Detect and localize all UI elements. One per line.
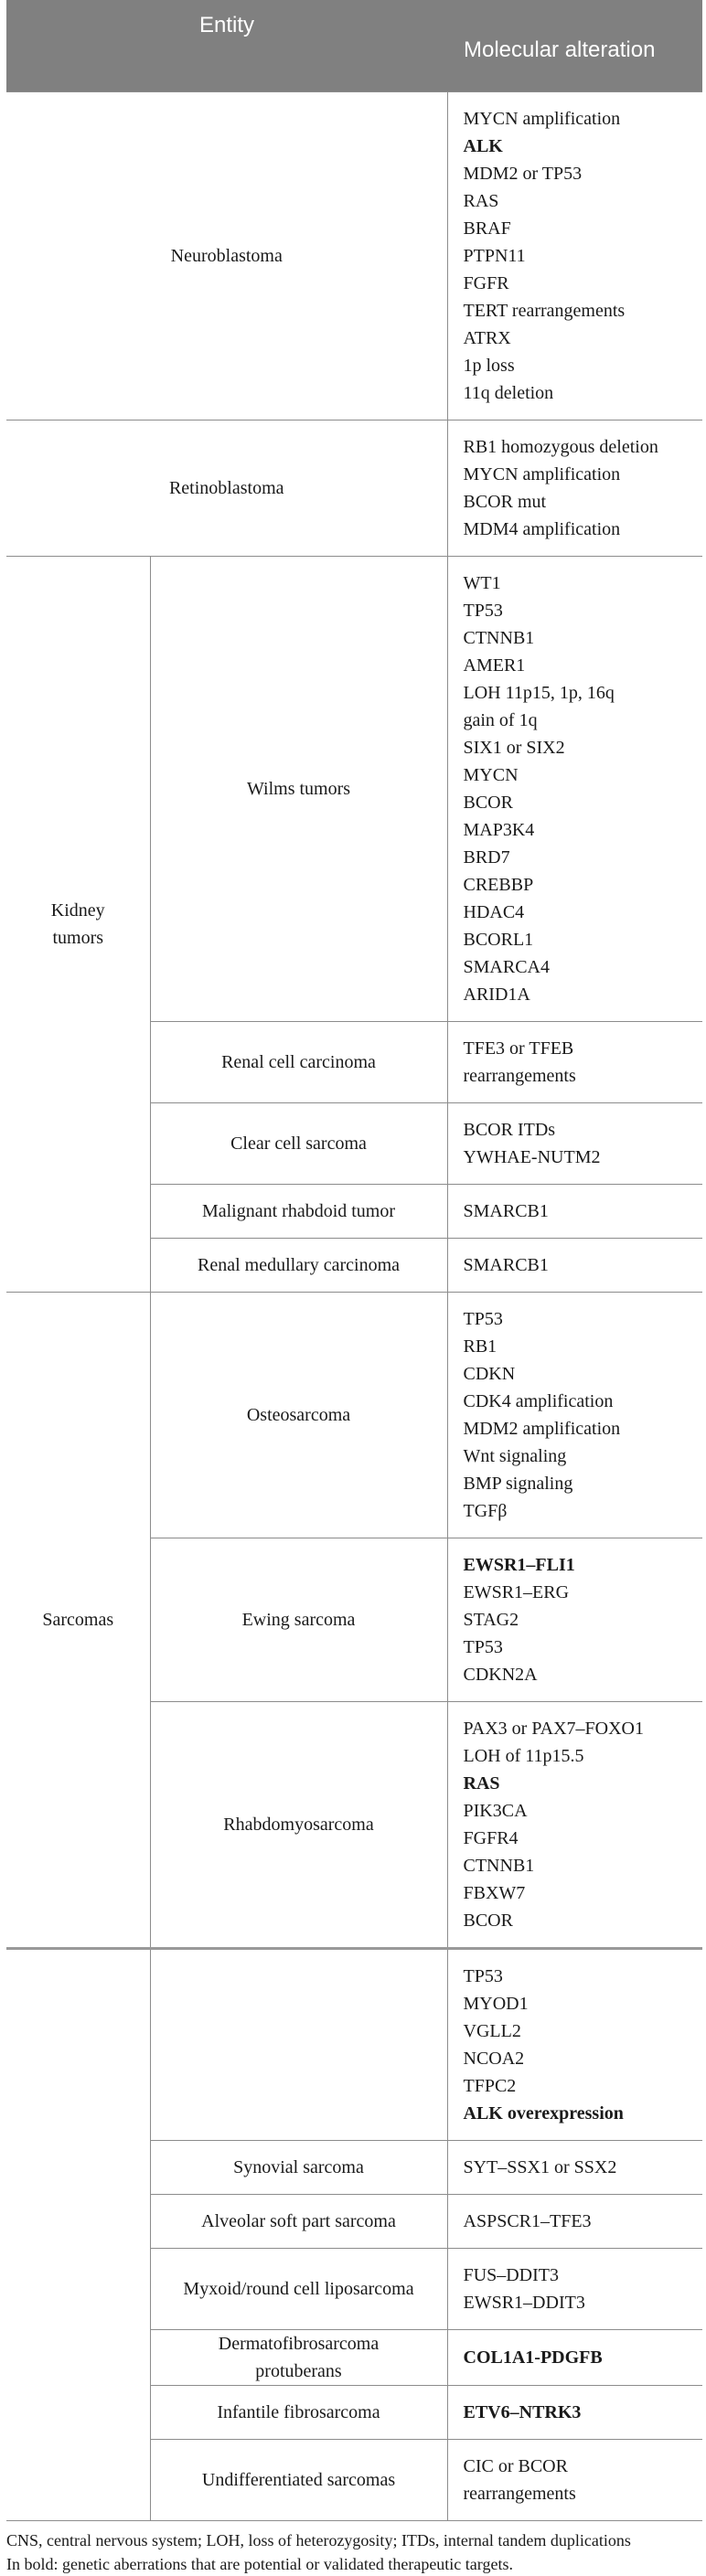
alteration-item: MYCN [463,765,519,785]
alteration-item: LOH 11p15, 1p, 16q [463,683,615,703]
alteration-item: ATRX [463,328,511,348]
alteration-item: AMER1 [463,655,526,676]
alteration-item: rearrangements [463,2484,576,2504]
footnote-bold-legend: In bold: genetic aberrations that are potential or validated therapeutic targets. [6,2555,513,2573]
alteration-item: TP53 [463,601,503,621]
alteration-cell [447,2330,702,2386]
alteration-item: BCOR [463,793,513,813]
alteration-item: MDM2 or TP53 [463,164,583,184]
table-row [6,92,702,420]
footnote-abbreviations: CNS, central nervous system; LOH, loss of heterozygosity; ITDs, internal tandem duplications [6,2531,631,2549]
alteration-item: RAS [463,1773,500,1794]
alteration-cell [447,1949,702,2141]
alteration-item: 11q deletion [463,383,554,403]
table-row [6,420,702,557]
alteration-item: ASPSCR1–TFE3 [463,2211,592,2231]
table-container [6,0,702,2576]
alteration-item: HDAC4 [463,902,525,922]
molecular-alteration-table [6,0,702,2521]
alteration-item: WT1 [463,573,501,593]
alteration-item: EWSR1–DDIT3 [463,2293,585,2313]
table-header-row [6,0,702,92]
entity-cell: Neuroblastoma [6,92,447,420]
alteration-item: TERT rearrangements [463,301,626,321]
alteration-column-header: Molecular alteration [447,0,702,92]
alteration-item: FUS–DDIT3 [463,2265,559,2285]
alteration-item: MDM2 amplification [463,1419,621,1439]
entity-line: protuberans [255,2361,342,2381]
alteration-item: CDKN2A [463,1665,538,1685]
alteration-cell [447,557,702,1022]
alteration-item: ETV6–NTRK3 [463,2402,582,2422]
alteration-cell [447,1293,702,1538]
entity-cell: Clear cell sarcoma [150,1103,447,1185]
entity-line: Dermatofibrosarcoma [218,2334,380,2354]
alteration-item: CTNNB1 [463,628,535,648]
alteration-item: RAS [463,191,499,211]
alteration-cell [447,2195,702,2249]
alteration-item: 1p loss [463,356,515,376]
alteration-item: SYT–SSX1 or SSX2 [463,2157,617,2177]
alteration-item: gain of 1q [463,710,538,730]
alteration-item: NCOA2 [463,2049,525,2069]
alteration-item: BRAF [463,218,511,239]
alteration-cell [447,1239,702,1293]
alteration-item: RB1 [463,1336,497,1357]
alteration-item: FBXW7 [463,1883,526,1903]
alteration-item: PAX3 or PAX7–FOXO1 [463,1719,644,1739]
alteration-item: rearrangements [463,1066,576,1086]
entity-cell: Myxoid/round cell liposarcoma [150,2249,447,2330]
entity-cell: Renal cell carcinoma [150,1022,447,1103]
alteration-cell [447,2440,702,2521]
alteration-item: CREBBP [463,875,534,895]
alteration-cell [447,92,702,420]
table-row [6,557,702,1022]
alteration-cell [447,1022,702,1103]
alteration-item: SMARCB1 [463,1255,549,1275]
alteration-item: TP53 [463,1966,503,1986]
alteration-item: PIK3CA [463,1801,528,1821]
alteration-item: VGLL2 [463,2021,521,2041]
alteration-item: TP53 [463,1309,503,1329]
alteration-item: COL1A1-PDGFB [463,2347,603,2368]
alteration-item: SMARCB1 [463,1201,549,1221]
alteration-cell [447,1538,702,1702]
alteration-item: EWSR1–ERG [463,1582,570,1602]
alteration-item: BCOR ITDs [463,1120,556,1140]
alteration-item: BMP signaling [463,1474,573,1494]
alteration-item: YWHAE-NUTM2 [463,1147,601,1167]
alteration-cell [447,420,702,557]
alteration-cell [447,2386,702,2440]
alteration-item: MAP3K4 [463,820,535,840]
alteration-item: SMARCA4 [463,957,550,977]
alteration-item: TP53 [463,1637,503,1657]
alteration-item: PTPN11 [463,246,526,266]
group-cell [6,1949,150,2521]
alteration-item: EWSR1–FLI1 [463,1555,575,1575]
alteration-cell [447,1702,702,1949]
alteration-item: MDM4 amplification [463,519,621,539]
alteration-item: BCOR mut [463,492,547,512]
entity-cell: Alveolar soft part sarcoma [150,2195,447,2249]
alteration-item: ALK overexpression [463,2103,624,2124]
alteration-item: RB1 homozygous deletion [463,437,658,457]
entity-cell: Malignant rhabdoid tumor [150,1185,447,1239]
alteration-item: BRD7 [463,847,510,868]
alteration-item: BCOR [463,1911,513,1931]
entity-cell: Undifferentiated sarcomas [150,2440,447,2521]
entity-cell: Renal medullary carcinoma [150,1239,447,1293]
entity-cell: Synovial sarcoma [150,2141,447,2195]
alteration-item: ARID1A [463,985,530,1005]
alteration-item: STAG2 [463,1610,519,1630]
entity-cell: Infantile fibrosarcoma [150,2386,447,2440]
entity-cell [150,2330,447,2386]
alteration-item: TGFβ [463,1501,508,1521]
group-cell [6,557,150,1293]
alteration-item: CTNNB1 [463,1856,535,1876]
alteration-cell [447,1185,702,1239]
alteration-cell [447,2141,702,2195]
alteration-item: CDKN [463,1364,516,1384]
entity-cell: Retinoblastoma [6,420,447,557]
alteration-item: TFPC2 [463,2076,517,2096]
alteration-item: MYOD1 [463,1994,529,2014]
alteration-item: FGFR [463,273,509,293]
table-row [6,1949,702,2141]
alteration-item: BCORL1 [463,930,534,950]
alteration-item: CIC or BCOR [463,2456,568,2476]
alteration-item: MYCN amplification [463,464,621,484]
entity-cell [150,1949,447,2141]
alteration-item: FGFR4 [463,1828,519,1848]
table-footnotes [6,2528,702,2576]
alteration-item: MYCN amplification [463,109,621,129]
alteration-item: TFE3 or TFEB [463,1038,574,1059]
alteration-item: LOH of 11p15.5 [463,1746,584,1766]
alteration-item: CDK4 amplification [463,1391,614,1411]
alteration-cell [447,1103,702,1185]
group-cell: Sarcomas [6,1293,150,1949]
table-row [6,1293,702,1538]
entity-cell: Osteosarcoma [150,1293,447,1538]
group-label: Kidney tumors [50,900,105,948]
entity-cell: Rhabdomyosarcoma [150,1702,447,1949]
alteration-item: Wnt signaling [463,1446,567,1466]
alteration-item: ALK [463,136,503,156]
entity-column-header: Entity [6,0,447,92]
alteration-item: SIX1 or SIX2 [463,738,565,758]
entity-cell: Ewing sarcoma [150,1538,447,1702]
entity-cell: Wilms tumors [150,557,447,1022]
alteration-cell [447,2249,702,2330]
